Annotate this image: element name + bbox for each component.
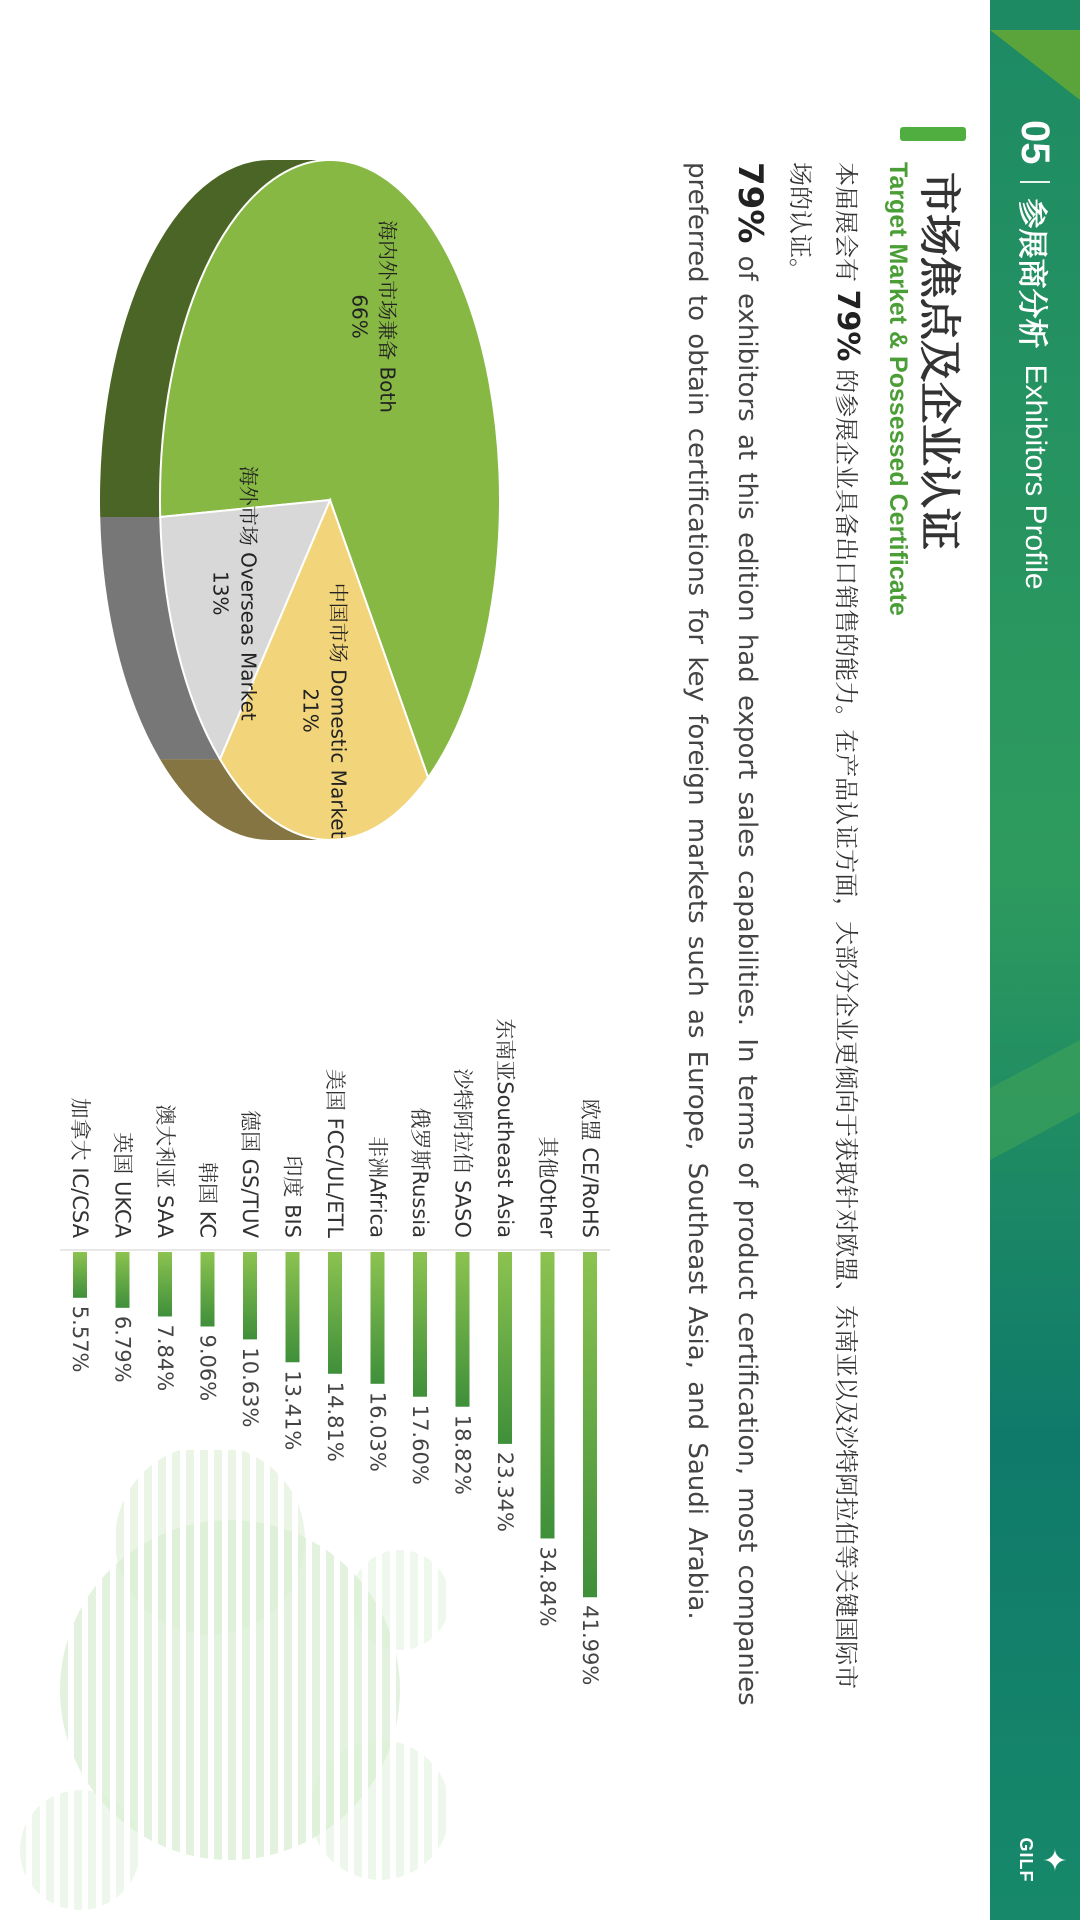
bar [371,1252,385,1384]
bar [498,1252,512,1444]
bar-category-label: 沙特阿拉伯 SASO [450,1068,475,1238]
section-title-cn: 市场焦点及企业认证 [915,172,964,551]
header-title-cn: 参展商分析 [1014,198,1049,349]
logo-text: GILF [1016,1837,1036,1883]
bar-value-label: 10.63% [238,1347,262,1428]
description-en [672,162,775,1742]
pie-slice-value: 13% [208,571,233,616]
bar [541,1252,555,1538]
description-cn [777,162,870,1702]
bar [286,1252,300,1362]
bar-category-label: 德国 GS/TUV [238,1110,262,1238]
bar-category-label: 东南亚Southeast Asia [493,1018,517,1238]
section-number: 05 [1013,120,1058,165]
bar-category-label: 其他Other [535,1136,560,1238]
bar [583,1252,597,1597]
bar-value-label: 6.79% [110,1315,135,1383]
bar-value-label: 9.06% [195,1334,220,1402]
bar-value-label: 41.99% [578,1605,602,1686]
bar [243,1252,257,1339]
bar [413,1252,427,1397]
title-accent-bar [900,127,966,141]
pie-slice-label: 中国市场 Domestic Market [326,582,351,839]
bar-category-label: 非洲Africa [365,1136,390,1238]
bar-category-label: 印度 BIS [280,1155,305,1238]
header-title-en: Exhibitors Profile [1019,364,1052,590]
pie-slice-label: 海内外市场兼备 Both [375,220,400,413]
bar-value-label: 7.84% [153,1324,177,1392]
star-icon: ✦ [1036,1847,1071,1873]
description-cn-post: 的参展企业具备出口销售的能力。在产品认证方面，大部分企业更倾向于获取针对欧盟、东南亚以及沙特阿拉伯等关键国际市场的认证。 [786,162,860,1690]
bar [158,1252,172,1316]
bar-value-label: 17.60% [408,1404,432,1485]
bar-category-label: 俄罗斯Russia [408,1107,432,1238]
gilf-logo [1000,1820,1070,1900]
section-title-en: Target Market & Possessed Certificate [884,162,912,616]
bar [328,1252,342,1374]
description-en-highlight: 79% [730,162,770,244]
bar-value-label: 16.03% [365,1391,390,1472]
bar-category-label: 澳大利亚 SAA [153,1104,177,1238]
bar-category-label: 美国 FCC/UL/ETL [323,1068,347,1238]
header-separator [1020,181,1050,183]
bar-value-label: 18.82% [450,1414,475,1495]
bar [116,1252,130,1308]
bar-category-label: 英国 UKCA [110,1132,135,1238]
bar-value-label: 14.81% [323,1381,347,1462]
description-cn-highlight: 79% [830,289,865,362]
bar [201,1252,215,1326]
bar-value-label: 13.41% [280,1370,305,1451]
pie-slice-value: 21% [298,688,323,733]
decorative-pattern [0,1450,460,1920]
description-en-post: of exhibitors at this edition had export sales capabilities. In terms of product certification, most companies preferred to obtain certifications for key foreign markets such as Europe, Southeast Asia, and Saudi Arabia. [682,162,762,1706]
header-title [1002,120,1068,590]
pie-chart [50,150,520,870]
pie-slice-label: 海外市场 Overseas Market [236,465,261,721]
bar-category-label: 欧盟 CE/RoHS [578,1098,602,1238]
bar-category-label: 加拿大 IC/CSA [68,1097,92,1238]
description-cn-pre: 本届展会有 [832,162,860,282]
pie-slice-value: 66% [347,294,372,339]
bar-category-label: 韩国 KC [195,1162,220,1238]
bar-value-label: 5.57% [68,1305,92,1373]
bar [73,1252,87,1298]
bar-value-label: 23.34% [493,1451,517,1532]
bar [456,1252,470,1407]
bar-value-label: 34.84% [535,1546,560,1627]
